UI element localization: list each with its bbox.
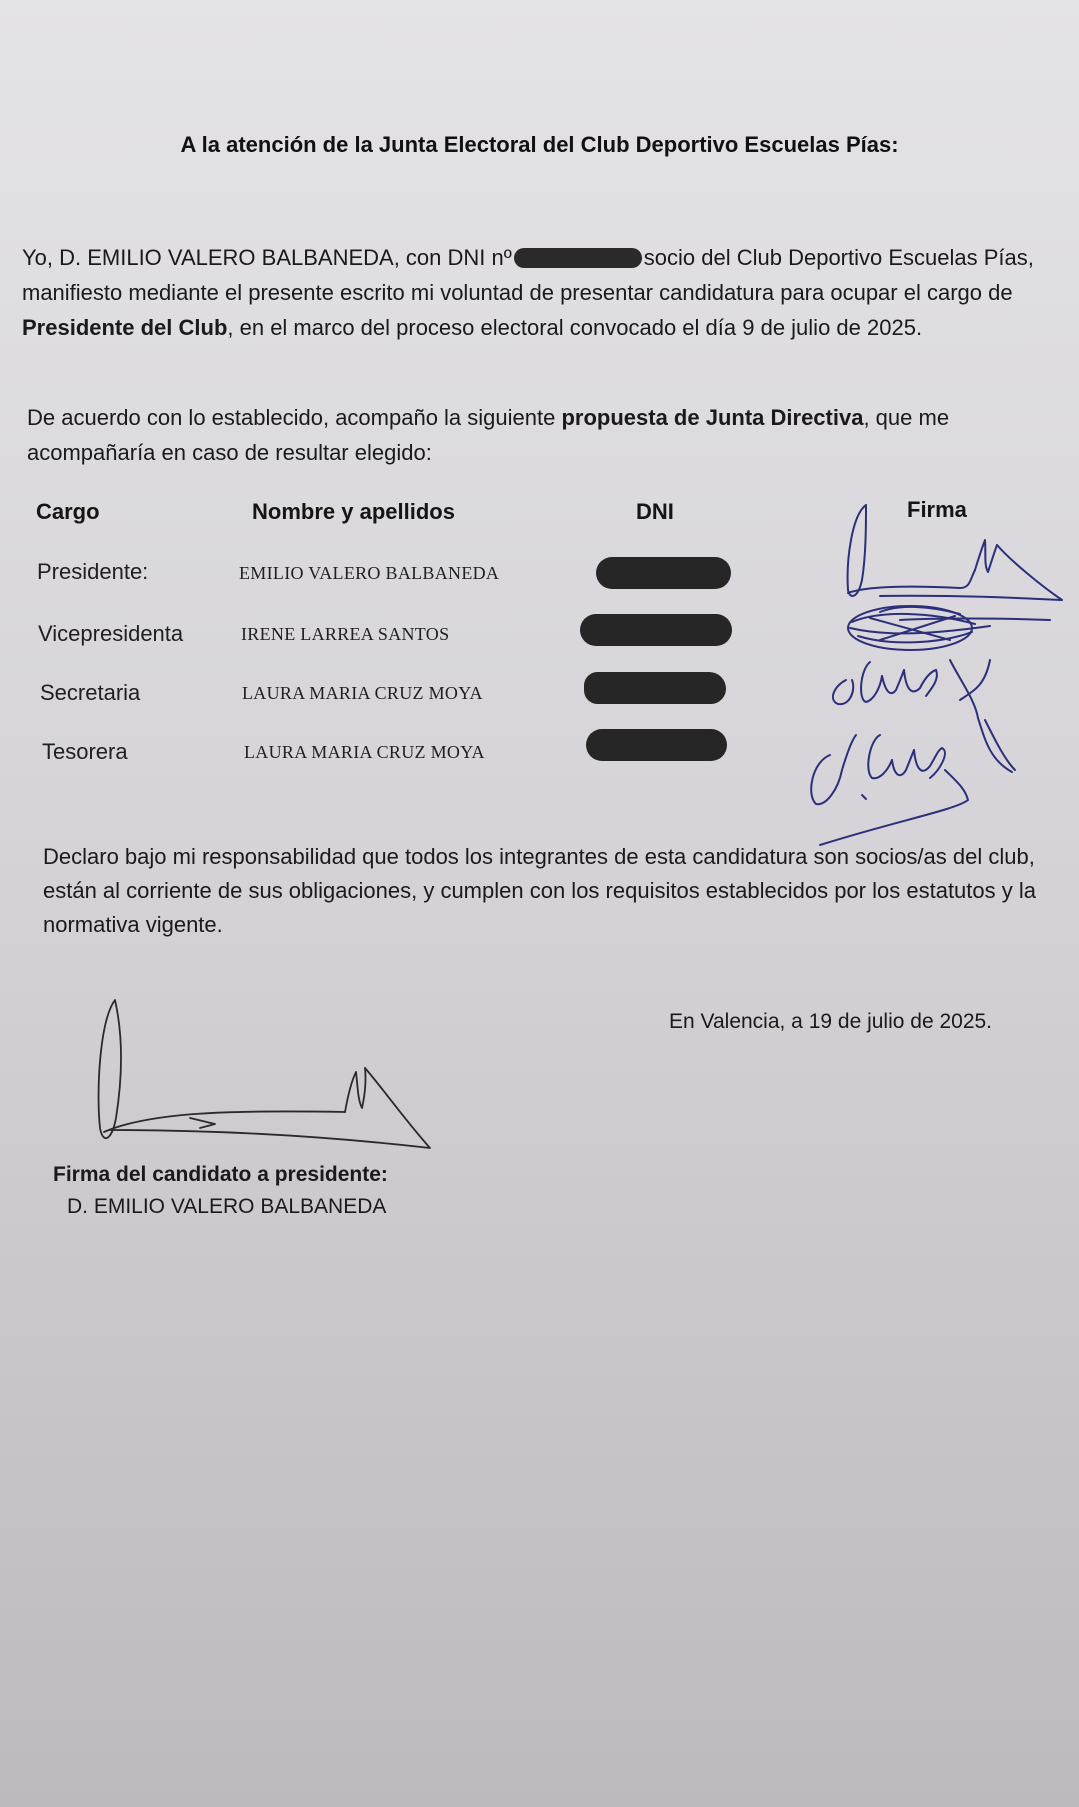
document-title: A la atención de la Junta Electoral del Club Deportivo Escuelas Pías: <box>180 132 899 157</box>
signature-label: Firma del candidato a presidente: <box>53 1163 388 1186</box>
proposal-text-before: De acuerdo con lo establecido, acompaño la siguiente <box>27 405 562 430</box>
intro-text-rest: , en el marco del proceso electoral convocado el día 9 de julio de 2025. <box>227 315 923 340</box>
intro-text-after-dni: socio del Club Deportivo Escuelas Pías, manifiesto mediante el presente escrito mi voluntad de presentar candidatura para ocupar el cargo de <box>22 245 1034 305</box>
row-nombre-presidente: EMILIO VALERO BALBANEDA <box>239 563 500 583</box>
dni-redaction-presidente <box>596 557 731 589</box>
header-dni: DNI <box>636 499 674 524</box>
row-cargo-tesorera: Tesorera <box>42 739 128 764</box>
date-line: En Valencia, a 19 de julio de 2025. <box>669 1010 993 1033</box>
intro-text-before-dni: Yo, D. EMILIO VALERO BALBANEDA, con DNI nº <box>22 245 512 270</box>
vicepresidenta-signature <box>848 606 1050 650</box>
row-nombre-vicepresidenta: IRENE LARREA SANTOS <box>241 624 450 644</box>
intro-paragraph <box>22 240 1042 345</box>
row-nombre-secretaria: LAURA MARIA CRUZ MOYA <box>242 683 483 703</box>
header-cargo: Cargo <box>36 499 100 524</box>
dni-redaction-vicepresidenta <box>580 614 732 646</box>
declaration-paragraph: Declaro bajo mi responsabilidad que todos los integrantes de esta candidatura son socios/as del club, están al corriente de sus obligaciones, y cumplen con los requisitos establecidos por los estatutos y la normativa vigente. <box>43 844 1036 937</box>
proposal-paragraph <box>27 400 1047 470</box>
row-cargo-secretaria: Secretaria <box>40 680 141 705</box>
proposal-bold: propuesta de Junta Directiva <box>561 405 864 430</box>
dni-redaction <box>514 248 642 268</box>
row-nombre-tesorera: LAURA MARIA CRUZ MOYA <box>244 742 485 762</box>
row-cargo-presidente: Presidente: <box>37 559 149 584</box>
proposal-text-after: , que me acompañaría en caso de resultar elegido: <box>27 405 950 465</box>
tesorera-signature <box>811 720 1015 845</box>
dni-redaction-tesorera <box>586 729 727 761</box>
dni-redaction-secretaria <box>584 672 726 704</box>
intro-role: Presidente del Club <box>22 315 228 340</box>
header-nombre: Nombre y apellidos <box>252 499 455 524</box>
row-cargo-vicepresidenta: Vicepresidenta <box>38 621 184 646</box>
candidate-signature <box>99 1000 430 1148</box>
signature-name: D. EMILIO VALERO BALBANEDA <box>67 1195 387 1218</box>
secretaria-signature <box>833 660 1012 772</box>
header-firma: Firma <box>907 497 967 522</box>
